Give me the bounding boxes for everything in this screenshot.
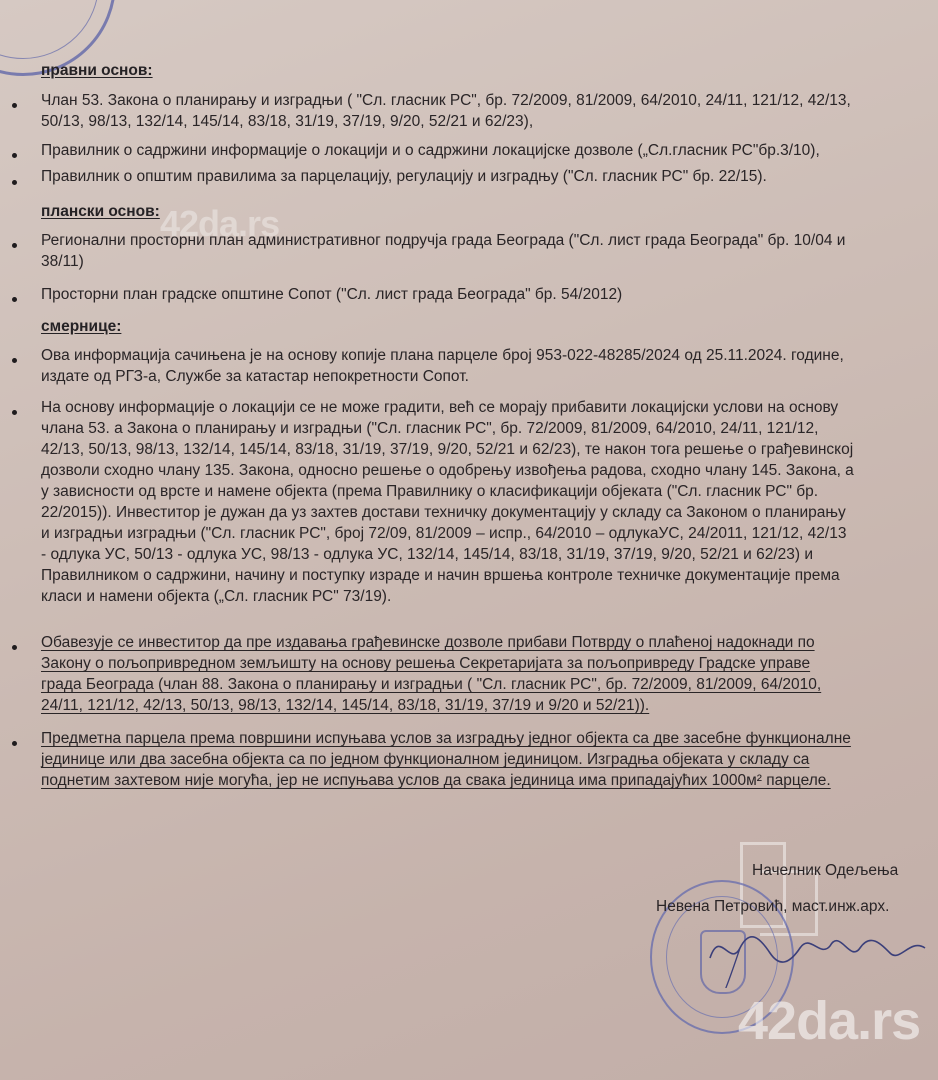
text-line: 38/11) xyxy=(41,253,84,270)
text-line: 42/13, 50/13, 98/13, 132/14, 145/14, 83/18, 31/19, 37/19, 9/20, 52/21 и 62/23), те након тога решење о грађевинској xyxy=(41,441,854,458)
text-line: Правилником о садржини, начину и поступку израде и начин вршења контроле техничке документације према xyxy=(41,567,840,584)
bullet-icon xyxy=(12,410,17,415)
text-line: и изградњи изградњи ("Сл. гласник РС", број 72/09, 81/2009 – испр., 64/2010 – одлукаУС, 24/2011, 121/12, 42/13 xyxy=(41,525,847,542)
bullet-icon xyxy=(12,297,17,302)
text-line: Регионални просторни план административног подручја града Београда ("Сл. лист града Београда" бр. 10/04 и xyxy=(41,232,846,249)
text-line: града Београда (члан 88. Закона о планирању и изградњи ( "Сл. гласник РС", бр. 72/2009, 81/2009, 64/2010, xyxy=(41,676,822,693)
text-line: На основу информације о локацији се не може градити, већ се морају прибавити локацијски услови на основу xyxy=(41,399,839,416)
signatory-name: Невена Петровић, маст.инж.арх. xyxy=(656,898,890,915)
section-heading-planning-basis: плански основ: xyxy=(41,203,160,220)
text-line: поднетим захтевом није могућа, јер не испуњава услов да свака јединица има припадајућих 1000м² парцеле. xyxy=(41,772,831,789)
text-line: класи и намени објекта („Сл. гласник РС" 73/19). xyxy=(41,588,392,605)
text-line: дозволи сходно члану 135. Закона, односно решење о одобрењу извођења радова, сходно члану 145. Закона, а xyxy=(41,462,854,479)
signature-title: Начелник Одељења xyxy=(752,862,899,879)
text-line: 24/11, 121/12, 42/13, 50/13, 98/13, 132/14, 145/14, 83/18, 31/19, 37/19 и 9/20 и 52/21)). xyxy=(41,697,650,714)
bullet-icon xyxy=(12,243,17,248)
text-line: у зависности од врсте и намене објекта (према Правилнику о класификацији објеката ("Сл. гласник РС" бр. xyxy=(41,483,819,500)
bullet-icon xyxy=(12,180,17,185)
watermark-text: 42da.rs xyxy=(738,991,921,1051)
text-line: Правилник о општим правилима за парцелацију, регулацију и изградњу ("Сл. гласник РС" бр. 22/15). xyxy=(41,168,767,185)
bullet-icon xyxy=(12,645,17,650)
bullet-icon xyxy=(12,153,17,158)
text-line: - одлука УС, 50/13 - одлука УС, 98/13 - одлука УС, 132/14, 145/14, 83/18, 31/19, 37/19, 9/20, 52/21 и 62/23) и xyxy=(41,546,814,563)
section-heading-legal-basis: правни основ: xyxy=(41,62,153,79)
text-line: члана 53. а Закона о планирању и изградњи ("Сл. гласник РС", бр. 72/2009, 81/2009, 64/2010, 24/11, 121/12, xyxy=(41,420,819,437)
text-line: Просторни план градске општине Сопот ("Сл. лист града Београда" бр. 54/2012) xyxy=(41,286,623,303)
text-line: Закону о пољопривредном земљишту на основу решења Секретаријата за пољопривреду Градске управе xyxy=(41,655,811,672)
section-heading-guidelines: смернице: xyxy=(41,318,122,335)
text-line: Ова информација сачињена је на основу копије плана парцеле број 953-022-48285/2024 од 25.11.2024. године, xyxy=(41,347,844,364)
text-line: Правилник о садржини информације о локацији и о садржини локацијске дозволе („Сл.гласник РС"бр.3/10), xyxy=(41,142,820,159)
bullet-icon xyxy=(12,358,17,363)
bullet-icon xyxy=(12,741,17,746)
watermark-text: 42da.rs xyxy=(160,203,280,244)
text-line: јединице или два засебна објекта са по једном функционалном јединицом. Изградња објеката у складу са xyxy=(41,751,810,768)
bullet-icon xyxy=(12,103,17,108)
text-line: Обавезује се инвеститор да пре издавања грађевинске дозволе прибави Потврду о плаћеној надокнади по xyxy=(41,634,815,651)
text-line: 50/13, 98/13, 132/14, 145/14, 83/18, 31/19, 37/19, 9/20, 52/21 и 62/23), xyxy=(41,113,534,130)
text-line: Члан 53. Закона о планирању и изградњи ( "Сл. гласник РС", бр. 72/2009, 81/2009, 64/2010, 24/11, 121/12, 42/13, xyxy=(41,92,851,109)
text-line: Предметна парцела према површини испуњава услов за изградњу једног објекта са две засебне функционалне xyxy=(41,730,851,747)
text-line: издате од РГЗ-а, Службе за катастар непокретности Сопот. xyxy=(41,368,469,385)
text-line: 22/2015)). Инвеститор је дужан да уз захтев достави техничку документацију у складу са Законом о планирању xyxy=(41,504,846,521)
handwritten-signature-icon xyxy=(700,918,938,988)
